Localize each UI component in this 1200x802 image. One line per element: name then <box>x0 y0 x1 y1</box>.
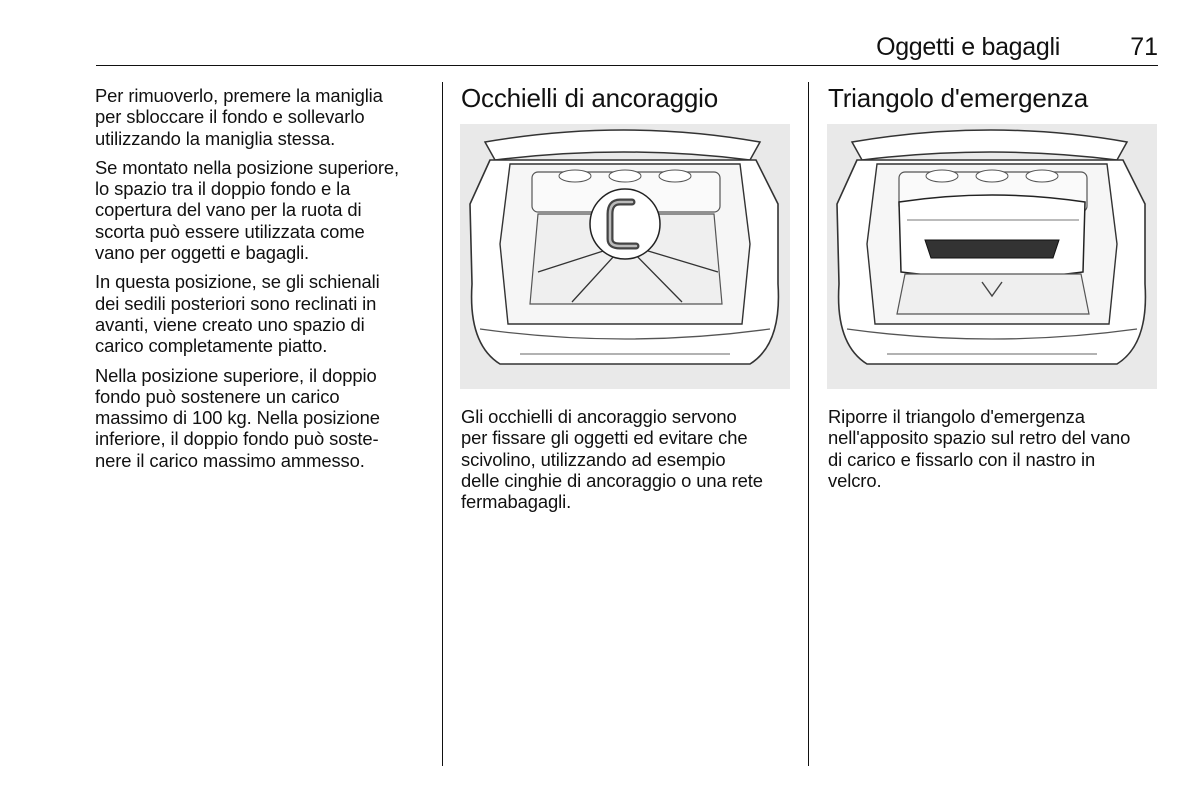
paragraph-remove-floor: Per rimuoverlo, premere la maniglia per sbloccare il fondo e sollevarlo utilizzando la maniglia stessa. <box>95 85 383 149</box>
paragraph-anchor-loops: Gli occhielli di ancoraggio servono per fissare gli oggetti ed evitare che scivolino, utilizzando ad esempio delle cinghie di ancoraggio o una rete fermabagagli. <box>461 406 763 513</box>
paragraph-flat-load-space: In questa posizione, se gli schienali dei sedili posteriori sono reclinati in avanti, viene creato uno spazio di carico completamente piatto. <box>95 271 380 357</box>
header-rule <box>96 65 1158 66</box>
column-right-text <box>828 406 1168 499</box>
column-divider-right <box>808 82 809 766</box>
running-header-title: Oggetti e bagagli <box>876 33 1060 61</box>
paragraph-upper-position-space: Se montato nella posizione superiore, lo spazio tra il doppio fondo e la copertura del vano per la ruota di scorta può essere utilizzata come vano per oggetti e bagagli. <box>95 156 400 264</box>
column-left <box>95 85 435 479</box>
warning-triangle-stowage-illustration-icon <box>827 124 1157 389</box>
paragraph-warning-triangle: Riporre il triangolo d'emergenza nell'apposito spazio sul retro del vano di carico e fissarlo con il nastro in velcro. <box>828 406 1131 491</box>
paragraph-max-load: Nella posizione superiore, il doppio fondo può sostenere un carico massimo di 100 kg. Nella posizione inferiore, il doppio fondo può soste- nere il carico massimo ammesso. <box>95 364 380 471</box>
column-middle-text <box>461 406 801 520</box>
page-number: 71 <box>1130 33 1158 61</box>
figure-warning-triangle <box>827 124 1157 389</box>
heading-warning-triangle: Triangolo d'emergenza <box>828 83 1088 113</box>
column-divider-left <box>442 82 443 766</box>
cargo-anchor-loops-illustration-icon <box>460 124 790 389</box>
figure-anchor-loops <box>460 124 790 389</box>
heading-anchor-loops: Occhielli di ancoraggio <box>461 83 718 113</box>
